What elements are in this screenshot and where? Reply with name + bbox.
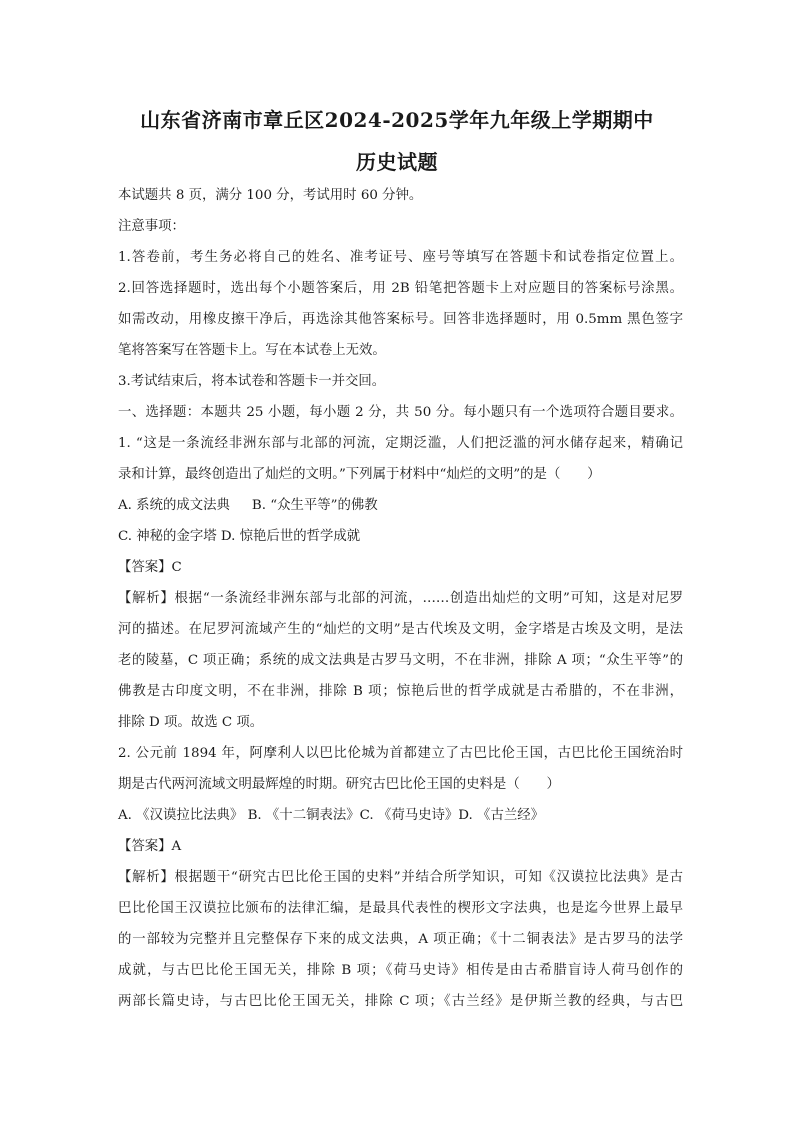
question-1-analysis-line-5: 排除 D 项。故选 C 项。 xyxy=(118,715,264,730)
question-1-answer: 【答案】C xyxy=(118,560,182,575)
question-1-stem-line-1: 1. “这是一条流经非洲东部与北部的河流，定期泛滥，人们把泛滥的河水储存起来，精确记 xyxy=(118,436,683,451)
question-2-stem-line-1: 2. 公元前 1894 年，阿摩利人以巴比伦城为首都建立了古巴比伦王国，古巴比伦王国统治时 xyxy=(118,746,683,761)
section-heading: 一、选择题：本题共 25 小题，每小题 2 分，共 50 分。每小题只有一个选项符合题目要求。 xyxy=(118,405,683,420)
question-1-analysis-line-3: 老的陵墓，C 项正确；系统的成文法典是古罗马文明，不在非洲，排除 A 项；“众生平等”的 xyxy=(118,653,683,668)
question-1-option-a: A. 系统的成文法典 xyxy=(118,498,230,513)
question-1-analysis-line-2: 河的描述。在尼罗河流域产生的“灿烂的文明”是古代埃及文明，金字塔是古埃及文明，是法 xyxy=(118,622,683,637)
page-title: 山东省济南市章丘区2024-2025学年九年级上学期期中 xyxy=(140,108,654,132)
question-2-analysis-line-4: 成就，与古巴比伦王国无关，排除 B 项；《荷马史诗》相传是由古希腊盲诗人荷马创作的 xyxy=(118,963,683,978)
question-1-option-b: B. “众生平等”的佛教 xyxy=(251,498,378,513)
question-1-analysis-line-4: 佛教是古印度文明，不在非洲，排除 B 项；惊艳后世的哲学成就是古希腊的，不在非洲， xyxy=(118,684,683,699)
question-2-analysis-line-1: 【解析】根据题干“研究古巴比伦王国的史料”并结合所学知识，可知《汉谟拉比法典》是古 xyxy=(118,870,683,885)
notice-item-2-line-3: 笔将答案写在答题卡上。写在本试卷上无效。 xyxy=(118,343,386,358)
notice-item-2-line-2: 如需改动，用橡皮擦干净后，再选涂其他答案标号。回答非选择题时，用 0.5mm 黑色签字 xyxy=(118,312,683,327)
question-2-options: A. 《汉谟拉比法典》 B. 《十二铜表法》C. 《荷马史诗》D. 《古兰经》 xyxy=(118,808,544,823)
question-1-stem-line-2: 录和计算，最终创造出了灿烂的文明。”下列属于材料中“灿烂的文明”的是（ ） xyxy=(118,467,601,482)
question-1-analysis-line-1: 【解析】根据“一条流经非洲东部与北部的河流，……创造出灿烂的文明”可知，这是对尼罗 xyxy=(118,591,683,606)
notice-heading: 注意事项： xyxy=(118,219,185,234)
exam-info: 本试题共 8 页，满分 100 分，考试用时 60 分钟。 xyxy=(118,188,423,203)
question-1-options-ab xyxy=(118,496,683,516)
question-2-analysis-line-5: 两部长篇史诗，与古巴比伦王国无关，排除 C 项；《古兰经》是伊斯兰教的经典，与古巴 xyxy=(118,994,683,1009)
question-2-analysis-line-3: 的一部较为完整并且完整保存下来的成文法典，A 项正确；《十二铜表法》是古罗马的法学 xyxy=(118,932,683,947)
notice-item-1: 1.答卷前，考生务必将自己的姓名、准考证号、座号等填写在答题卡和试卷指定位置上。 xyxy=(118,250,683,265)
page-subtitle: 历史试题 xyxy=(356,150,438,174)
question-2-stem-line-2: 期是古代两河流域文明最辉煌的时期。研究古巴比伦王国的史料是（ ） xyxy=(118,777,560,792)
question-1-options-cd: C. 神秘的金字塔 D. 惊艳后世的哲学成就 xyxy=(118,529,361,544)
question-2-answer: 【答案】A xyxy=(118,839,182,854)
question-2-analysis-line-2: 巴比伦国王汉谟拉比颁布的法律汇编，是最具代表性的楔形文字法典，也是迄今世界上最早 xyxy=(118,901,683,916)
notice-item-2-line-1: 2.回答选择题时，选出每个小题答案后，用 2B 铅笔把答题卡上对应题目的答案标号涂黑。 xyxy=(118,281,683,296)
notice-item-3: 3.考试结束后，将本试卷和答题卡一并交回。 xyxy=(118,374,386,389)
